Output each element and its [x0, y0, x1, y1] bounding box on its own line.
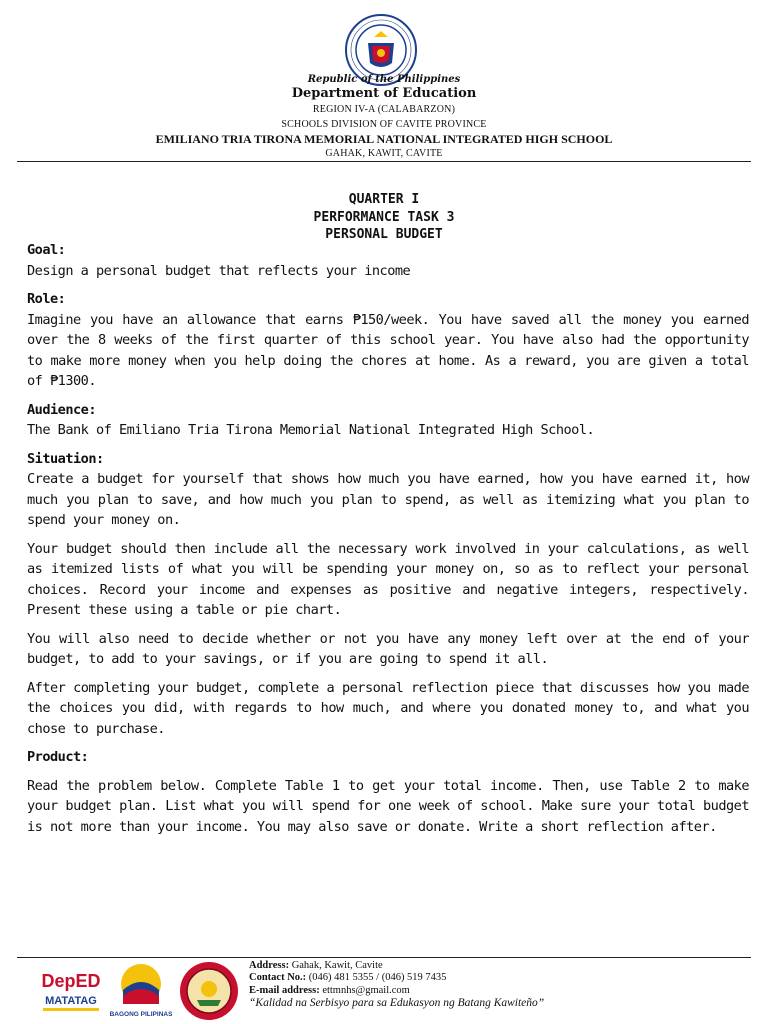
task-title: PERFORMANCE TASK 3 — [313, 209, 455, 225]
region-line: REGION IV-A (CALABARZON) — [312, 104, 456, 115]
svg-text:BAGONG PILIPINAS: BAGONG PILIPINAS — [109, 1011, 173, 1018]
audience-text: The Bank of Emiliano Tria Tirona Memorial National Integrated High School. — [27, 422, 595, 438]
school-seal-icon — [178, 960, 240, 1022]
situation-paragraph-2: Your budget should then include all the necessary work involved in your calculations, as well as itemized lists of what you will be spending your money on, so as to reflect your personal choices. Record your income and expenses as positive and negative integers, respectively. Present these using a table or pie chart. — [27, 540, 749, 618]
republic-line: Republic of the Philippines — [307, 74, 461, 85]
division-line: SCHOOLS DIVISION OF CAVITE PROVINCE — [281, 119, 487, 130]
product-text: Read the problem below. Complete Table 1 to get your total income. Then, use Table 2 to make your budget plan. List what you will spend for one week of school. Make sure your total budget is not more than your income. You may also save or donate. Write a short reflection after. — [27, 777, 749, 835]
deped-matatag-logo-icon — [35, 960, 107, 1022]
situation-label: Situation: — [27, 450, 104, 467]
contact-line: Contact No.: (046) 481 5355 / (046) 519 7435 — [249, 972, 447, 984]
email-line: E-mail address: ettmnhs@gmail.com — [249, 984, 410, 996]
bagong-pilipinas-logo-icon — [109, 960, 173, 1022]
situation-paragraph-3: You will also need to decide whether or not you have any money left over at the end of your budget, to add to your savings, or if you are going to spend it all. — [27, 630, 749, 667]
footer-divider — [17, 957, 751, 958]
situation-paragraph-4: After completing your budget, complete a personal reflection piece that discusses how you made the choices you did, with regards to how much, and where you donated money to, and what you chose to purchase. — [27, 679, 749, 737]
school-motto: “Kalidad na Serbisyo para sa Edukasyon ng Batang Kawiteño” — [249, 997, 545, 1010]
address-line: Address: Gahak, Kawit, Cavite — [249, 960, 383, 971]
audience-label: Audience: — [27, 401, 96, 418]
goal-text: Design a personal budget that reflects your income — [27, 262, 411, 279]
role-text: Imagine you have an allowance that earns ₱150/week. You have saved all the money you earned over the 8 weeks of the first quarter of this school year. You have also had the opportunity to make more money when you help doing the chores at home. As a reward, you are given a total of ₱1300. — [27, 311, 749, 389]
quarter-title: QUARTER I — [348, 192, 420, 207]
school-name: EMILIANO TRIA TIRONA MEMORIAL NATIONAL INTEGRATED HIGH SCHOOL — [155, 132, 613, 146]
footer-contact — [249, 960, 544, 1010]
department-name: Department of Education — [291, 86, 477, 101]
task-subtitle: PERSONAL BUDGET — [325, 227, 443, 242]
school-location: GAHAK, KAWIT, CAVITE — [325, 148, 443, 159]
header-divider — [17, 161, 751, 162]
situation-paragraph-1: Create a budget for yourself that shows how much you have earned, how you have earned it, how much you plan to save, and how much you plan to spend, as well as itemizing what you plan to spend your money on. — [27, 471, 749, 528]
svg-text:MATATAG: MATATAG — [45, 995, 97, 1007]
task-titles — [0, 191, 768, 244]
task-body — [27, 240, 749, 845]
role-label: Role: — [27, 291, 66, 307]
goal-label: Goal: — [27, 242, 66, 258]
product-label: Product: — [27, 749, 89, 765]
svg-text:DepED: DepED — [41, 971, 101, 991]
